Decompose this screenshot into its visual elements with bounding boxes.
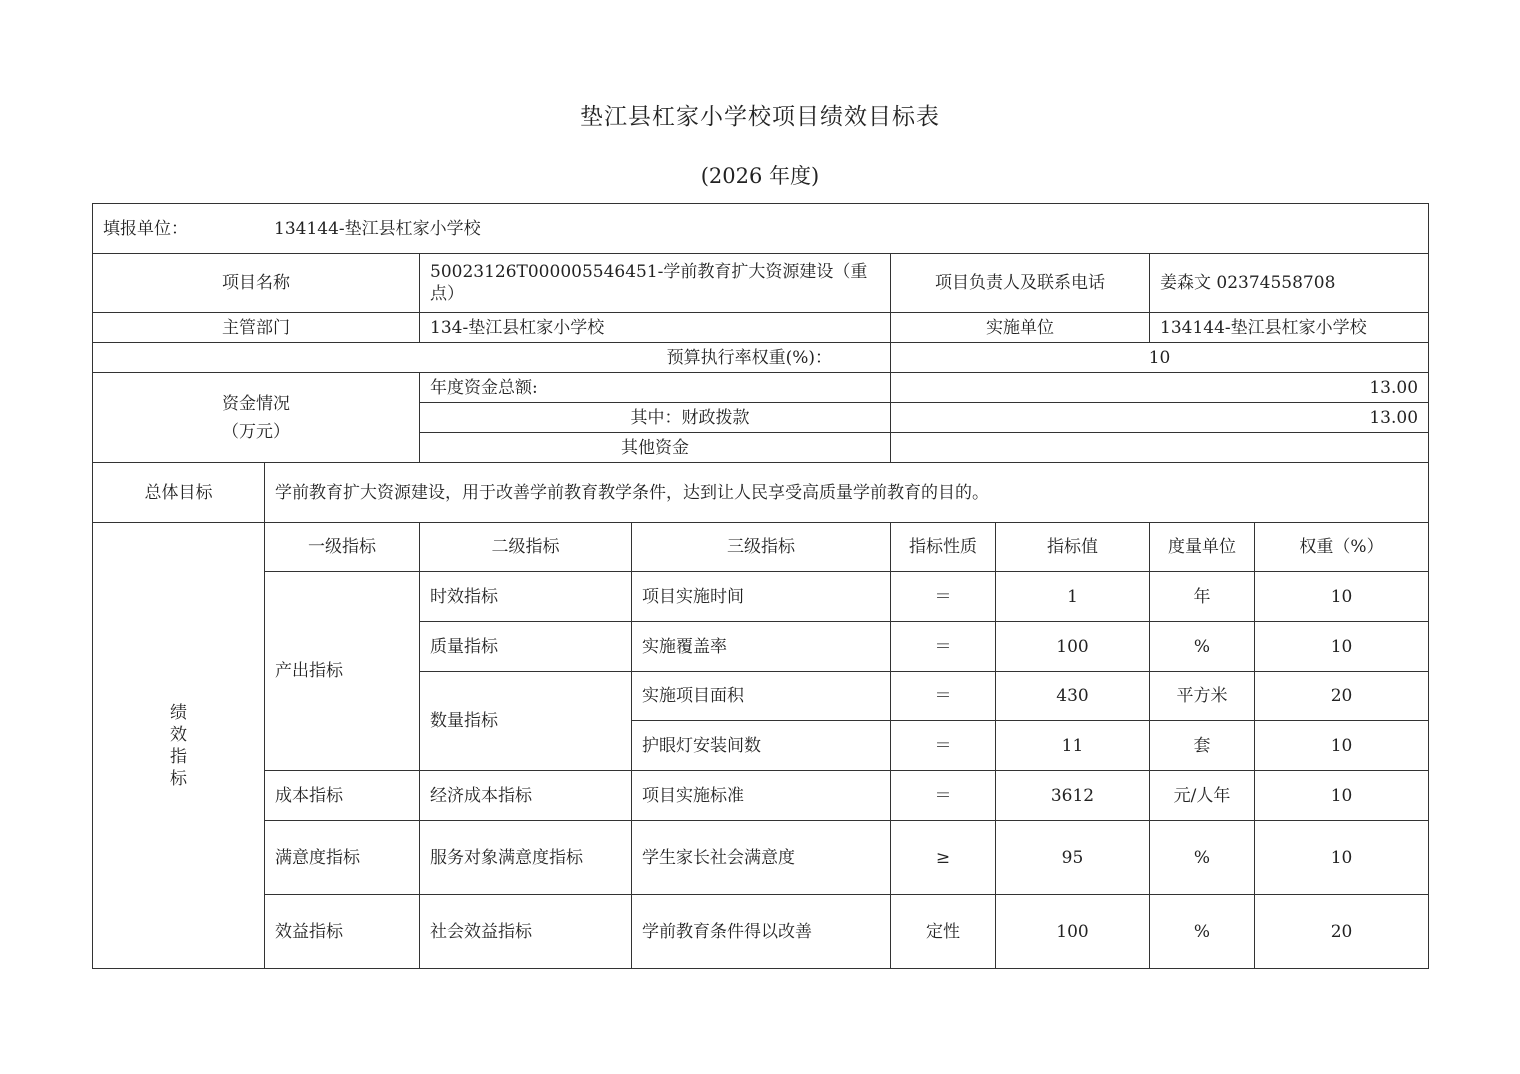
- indicator-unit: %: [1150, 895, 1255, 969]
- column-header: 一级指标: [265, 523, 420, 572]
- side-label-char: 效: [170, 724, 187, 745]
- project-manager-value: 姜森文 02374558708: [1150, 254, 1429, 313]
- level2-time: 时效指标: [420, 572, 632, 622]
- indicator-weight: 20: [1255, 895, 1429, 969]
- column-header: 二级指标: [420, 523, 632, 572]
- indicator-value: 11: [996, 721, 1150, 771]
- indicator-nature: ＝: [891, 771, 996, 821]
- implementing-unit-label: 实施单位: [891, 313, 1150, 343]
- indicator-weight: 10: [1255, 622, 1429, 672]
- funds-label-line2: （万元）: [222, 421, 290, 442]
- funds-total-label: 年度资金总额:: [420, 373, 891, 403]
- indicator-weight: 20: [1255, 672, 1429, 721]
- level1-cost: 成本指标: [265, 771, 420, 821]
- indicator-name: 学前教育条件得以改善: [632, 895, 891, 969]
- project-name-row: [93, 254, 1429, 313]
- indicator-name: 项目实施标准: [632, 771, 891, 821]
- reporting-unit-cell: [93, 204, 1429, 254]
- indicator-row: [93, 895, 1429, 969]
- project-name-value: 50023126T000005546451-学前教育扩大资源建设（重点）: [420, 254, 891, 313]
- budget-rate-row: [93, 343, 1429, 373]
- reporting-unit-row: [93, 204, 1429, 254]
- side-label-char: 绩: [170, 702, 187, 723]
- indicator-value: 1: [996, 572, 1150, 622]
- indicator-row: [93, 821, 1429, 895]
- indicator-name: 实施覆盖率: [632, 622, 891, 672]
- reporting-unit-value: 134144-垫江县杠家小学校: [274, 218, 481, 239]
- level2-social-benefit: 社会效益指标: [420, 895, 632, 969]
- overall-goal-text: 学前教育扩大资源建设，用于改善学前教育教学条件，达到让人民享受高质量学前教育的目的。: [265, 463, 1429, 523]
- performance-target-table: [92, 203, 1429, 969]
- level2-quantity: 数量指标: [420, 672, 632, 771]
- budget-rate-value: 10: [891, 343, 1429, 373]
- indicator-unit: %: [1150, 622, 1255, 672]
- indicator-nature: 定性: [891, 895, 996, 969]
- level1-output: 产出指标: [265, 572, 420, 771]
- indicator-row: [93, 572, 1429, 622]
- indicator-name: 学生家长社会满意度: [632, 821, 891, 895]
- indicator-weight: 10: [1255, 771, 1429, 821]
- column-header: 指标性质: [891, 523, 996, 572]
- funds-fiscal-value: 13.00: [891, 403, 1429, 433]
- indicator-value: 100: [996, 622, 1150, 672]
- indicator-value: 3612: [996, 771, 1150, 821]
- column-header: 指标值: [996, 523, 1150, 572]
- funds-other-value: [891, 433, 1429, 463]
- department-value: 134-垫江县杠家小学校: [420, 313, 891, 343]
- indicator-name: 护眼灯安装间数: [632, 721, 891, 771]
- reporting-unit-label: 填报单位：: [103, 218, 188, 239]
- indicator-nature: ＝: [891, 721, 996, 771]
- level2-quality: 质量指标: [420, 622, 632, 672]
- indicator-unit: 平方米: [1150, 672, 1255, 721]
- indicator-nature: ＝: [891, 672, 996, 721]
- page-title: 垫江县杠家小学校项目绩效目标表: [580, 104, 940, 130]
- indicator-unit: 元/人年: [1150, 771, 1255, 821]
- column-header: 度量单位: [1150, 523, 1255, 572]
- indicator-weight: 10: [1255, 721, 1429, 771]
- indicator-name: 实施项目面积: [632, 672, 891, 721]
- indicator-value: 430: [996, 672, 1150, 721]
- indicator-unit: 套: [1150, 721, 1255, 771]
- indicator-value: 95: [996, 821, 1150, 895]
- funds-fiscal-label: 其中：财政拨款: [420, 403, 891, 433]
- column-header: 权重（%）: [1255, 523, 1429, 572]
- project-name-label: 项目名称: [93, 254, 420, 313]
- indicator-row: [93, 771, 1429, 821]
- department-row: [93, 313, 1429, 343]
- funds-label-line1: 资金情况: [222, 393, 290, 414]
- indicator-weight: 10: [1255, 821, 1429, 895]
- indicator-header-row: [93, 523, 1429, 572]
- side-label-char: 标: [170, 768, 187, 789]
- level2-economic-cost: 经济成本指标: [420, 771, 632, 821]
- level2-service-satisfaction: 服务对象满意度指标: [420, 821, 632, 895]
- budget-rate-label: 预算执行率权重(%)：: [93, 343, 891, 373]
- funds-label: [93, 373, 420, 463]
- side-label-char: 指: [170, 746, 187, 767]
- project-manager-label: 项目负责人及联系电话: [891, 254, 1150, 313]
- performance-indicator-side-label: [93, 523, 265, 969]
- funds-total-row: [93, 373, 1429, 403]
- department-label: 主管部门: [93, 313, 420, 343]
- indicator-nature: ≥: [891, 821, 996, 895]
- overall-goal-label: 总体目标: [93, 463, 265, 523]
- indicator-nature: ＝: [891, 622, 996, 672]
- level1-benefit: 效益指标: [265, 895, 420, 969]
- implementing-unit-value: 134144-垫江县杠家小学校: [1150, 313, 1429, 343]
- indicator-unit: 年: [1150, 572, 1255, 622]
- column-header: 三级指标: [632, 523, 891, 572]
- indicator-weight: 10: [1255, 572, 1429, 622]
- indicator-nature: ＝: [891, 572, 996, 622]
- funds-total-value: 13.00: [891, 373, 1429, 403]
- funds-other-label: 其他资金: [420, 433, 891, 463]
- overall-goal-row: [93, 463, 1429, 523]
- indicator-value: 100: [996, 895, 1150, 969]
- indicator-name: 项目实施时间: [632, 572, 891, 622]
- indicator-unit: %: [1150, 821, 1255, 895]
- page-subtitle: (2026 年度): [700, 164, 820, 188]
- level1-satisfaction: 满意度指标: [265, 821, 420, 895]
